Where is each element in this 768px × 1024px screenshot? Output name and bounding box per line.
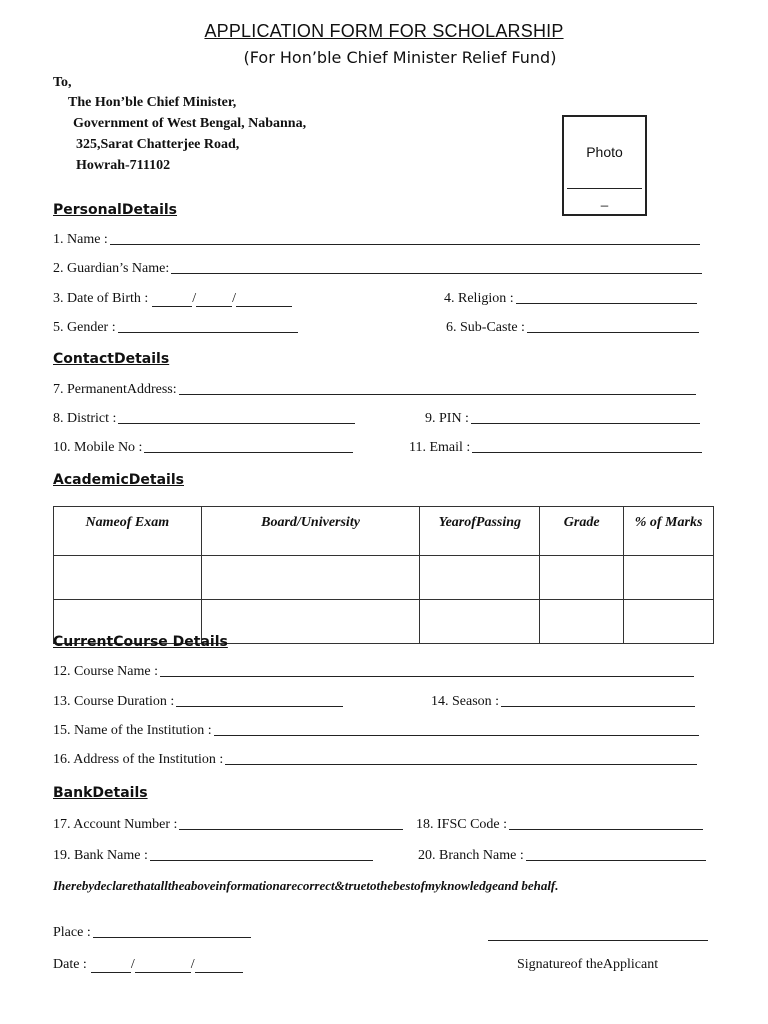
- address-to: To,: [53, 75, 72, 90]
- photo-divider: [567, 188, 642, 189]
- district-label: 8. District :: [53, 411, 117, 426]
- institution-address-label: 16. Address of the Institution :: [53, 752, 224, 767]
- date-year[interactable]: [195, 958, 243, 973]
- academic-table: [53, 506, 714, 644]
- district-field[interactable]: [53, 411, 355, 427]
- ifsc-line[interactable]: [509, 828, 703, 830]
- account-number-line[interactable]: [179, 828, 403, 830]
- district-line[interactable]: [118, 422, 355, 424]
- form-title: APPLICATION FORM FOR SCHOLARSHIP: [204, 21, 564, 41]
- table-cell[interactable]: [420, 600, 540, 644]
- personal-details-heading: PersonalDetails: [53, 202, 178, 218]
- account-number-field[interactable]: [53, 817, 403, 833]
- email-label: 11. Email :: [409, 440, 471, 455]
- course-name-line[interactable]: [160, 675, 694, 677]
- ifsc-label: 18. IFSC Code :: [416, 817, 508, 832]
- institution-address-line[interactable]: [225, 763, 697, 765]
- email-field[interactable]: [409, 440, 702, 456]
- institution-address-field[interactable]: [53, 752, 697, 768]
- contact-details-heading: ContactDetails: [53, 351, 170, 367]
- permanent-address-field[interactable]: [53, 382, 696, 398]
- signature-line[interactable]: [488, 940, 708, 941]
- guardian-field[interactable]: [53, 261, 702, 277]
- col-header-marks: % of Marks: [624, 507, 714, 556]
- dob-month[interactable]: [196, 292, 232, 307]
- address-line-4: Howrah-711102: [76, 158, 171, 173]
- course-name-label: 12. Course Name :: [53, 664, 158, 679]
- address-line-3: 325,Sarat Chatterjee Road,: [76, 137, 240, 152]
- course-duration-line[interactable]: [176, 705, 343, 707]
- gender-field[interactable]: [53, 320, 298, 336]
- course-details-heading: CurrentCourse Details: [53, 634, 228, 650]
- institution-name-field[interactable]: [53, 723, 699, 739]
- season-field[interactable]: [431, 694, 695, 710]
- bank-name-line[interactable]: [150, 859, 373, 861]
- photo-dash: _: [600, 192, 609, 207]
- table-cell[interactable]: [201, 556, 420, 600]
- course-duration-field[interactable]: [53, 694, 343, 710]
- mobile-label: 10. Mobile No :: [53, 440, 143, 455]
- dob-label: 3. Date of Birth :: [53, 291, 149, 306]
- place-line[interactable]: [93, 936, 251, 938]
- col-header-exam: Nameof Exam: [54, 507, 202, 556]
- table-row: [54, 556, 714, 600]
- account-number-label: 17. Account Number :: [53, 817, 178, 832]
- course-duration-label: 13. Course Duration :: [53, 694, 175, 709]
- season-label: 14. Season :: [431, 694, 500, 709]
- bank-name-field[interactable]: [53, 848, 373, 864]
- date-field[interactable]: Date : / /: [53, 957, 253, 973]
- branch-name-label: 20. Branch Name :: [418, 848, 524, 863]
- guardian-label: 2. Guardian’s Name:: [53, 261, 170, 276]
- email-line[interactable]: [472, 451, 702, 453]
- mobile-field[interactable]: [53, 440, 353, 456]
- table-cell[interactable]: [540, 556, 624, 600]
- col-header-year: YearofPassing: [420, 507, 540, 556]
- bank-details-heading: BankDetails: [53, 785, 148, 801]
- photo-box[interactable]: [562, 115, 647, 216]
- col-header-grade: Grade: [540, 507, 624, 556]
- subcaste-label: 6. Sub-Caste :: [446, 320, 525, 335]
- table-cell[interactable]: [540, 600, 624, 644]
- bank-name-label: 19. Bank Name :: [53, 848, 148, 863]
- permanent-address-label: 7. PermanentAddress:: [53, 382, 177, 397]
- permanent-address-line[interactable]: [179, 393, 696, 395]
- institution-name-label: 15. Name of the Institution :: [53, 723, 212, 738]
- course-name-field[interactable]: [53, 664, 694, 680]
- branch-name-line[interactable]: [526, 859, 706, 861]
- date-day[interactable]: [91, 958, 131, 973]
- table-cell[interactable]: [624, 600, 714, 644]
- religion-line[interactable]: [516, 302, 697, 304]
- season-line[interactable]: [501, 705, 695, 707]
- subcaste-line[interactable]: [527, 331, 699, 333]
- guardian-line[interactable]: [171, 272, 702, 274]
- table-cell[interactable]: [420, 556, 540, 600]
- dob-year[interactable]: [236, 292, 292, 307]
- mobile-line[interactable]: [144, 451, 353, 453]
- address-line-2: Government of West Bengal, Nabanna,: [73, 116, 307, 131]
- signature-label: Signatureof theApplicant: [517, 957, 659, 972]
- religion-field[interactable]: [444, 291, 697, 307]
- place-label: Place :: [53, 925, 91, 940]
- name-label: 1. Name :: [53, 232, 108, 247]
- declaration-text: Iherebydeclarethatalltheaboveinformationarecorrect&truetothebestofmyknowledgeand behalf.: [53, 878, 559, 893]
- subcaste-field[interactable]: [446, 320, 699, 336]
- institution-name-line[interactable]: [214, 734, 699, 736]
- table-cell[interactable]: [201, 600, 420, 644]
- pin-line[interactable]: [471, 422, 700, 424]
- pin-label: 9. PIN :: [425, 411, 469, 426]
- photo-label: Photo: [586, 144, 623, 160]
- dob-day[interactable]: [152, 292, 192, 307]
- religion-label: 4. Religion :: [444, 291, 514, 306]
- col-header-board: Board/University: [201, 507, 420, 556]
- name-line[interactable]: [110, 243, 700, 245]
- table-cell[interactable]: [624, 556, 714, 600]
- table-cell[interactable]: [54, 556, 202, 600]
- gender-label: 5. Gender :: [53, 320, 116, 335]
- date-label: Date :: [53, 957, 87, 972]
- address-line-1: The Hon’ble Chief Minister,: [68, 95, 237, 110]
- pin-field[interactable]: [425, 411, 700, 427]
- academic-details-heading: AcademicDetails: [53, 472, 184, 488]
- form-subtitle: (For Hon’ble Chief Minister Relief Fund): [243, 48, 557, 67]
- gender-line[interactable]: [118, 331, 298, 333]
- name-field[interactable]: [53, 232, 700, 248]
- academic-header-row: [54, 507, 714, 556]
- ifsc-field[interactable]: [416, 817, 703, 833]
- dob-field[interactable]: 3. Date of Birth : / /: [53, 291, 298, 307]
- branch-name-field[interactable]: [418, 848, 706, 864]
- place-field[interactable]: [53, 925, 251, 941]
- date-month[interactable]: [135, 958, 191, 973]
